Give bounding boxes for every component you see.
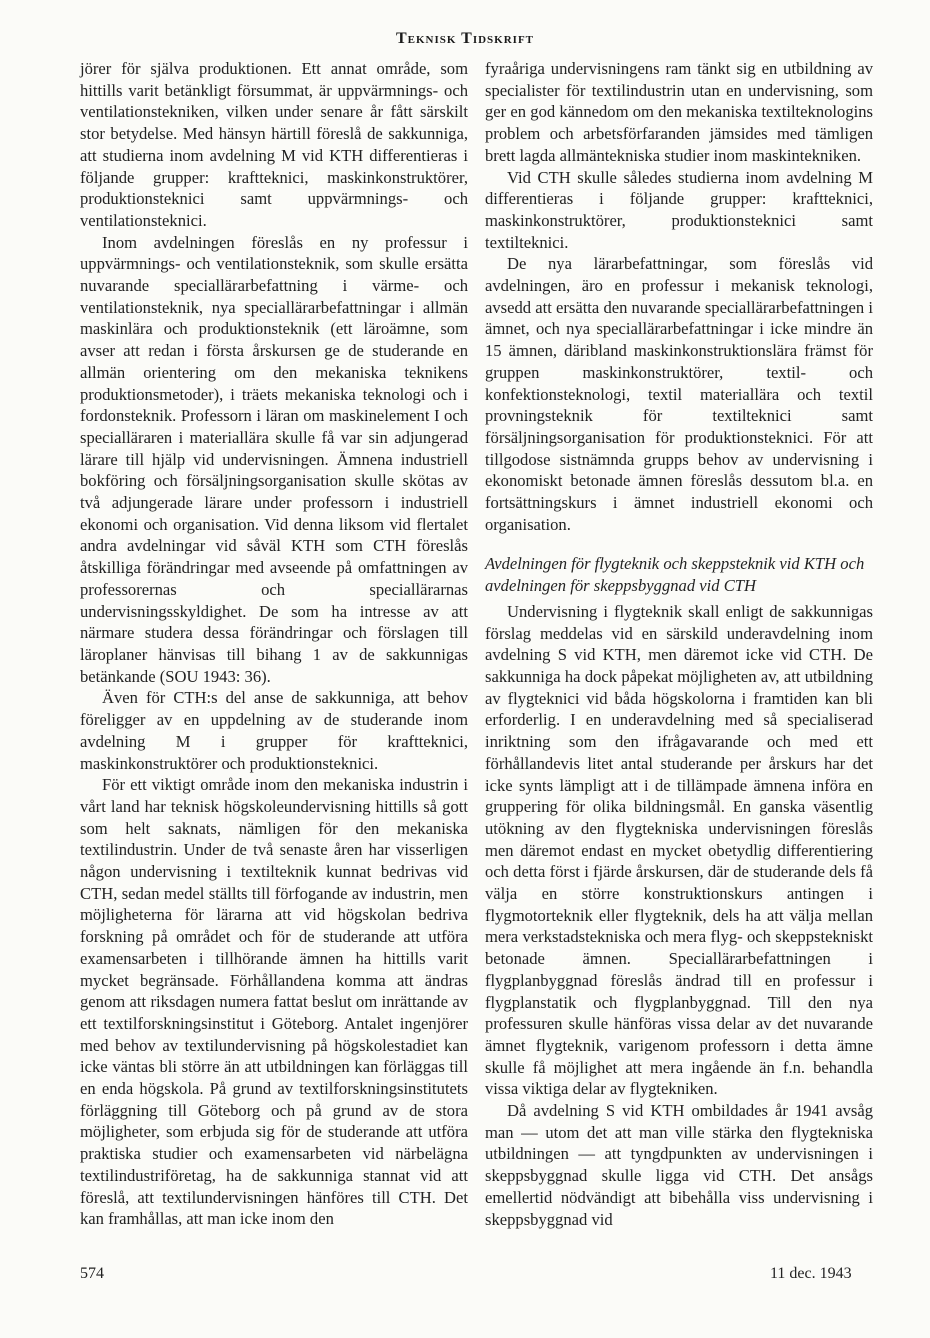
paragraph: Undervisning i flygteknik skall enligt de sakkunnigas förslag meddelas vid en särskild underavdelning inom avdelning S vid KTH, men däremot icke vid CTH. De sakkunniga ha dock påpekat möjligheten av, att utbildning av flygteknici vid båda högskolorna i framtiden kan bli erforderlig. I en underavdelning med så specialiserad inriktning som den ifrågavarande och med ett förhållandevis litet antal studerande per årskurs har det icke synts lämpligt att i de tillämpade ämnena införa en gruppering för olika bildningsmål. En ganska väsentlig utökning av den flygtekniska undervisningen föreslås men däremot endast en mycket obetydlig differentiering och detta först i fjärde årskursen, där de studerande dels få välja en större konstruktionskurs antingen i flygmotorteknik eller flygteknik, dels ha att välja mellan mera verkstadstekniska och mera flyg- och skeppstekniskt betonade ämnen. Speciallärarbefattningen i flygplanbyggnad föreslås ändrad till en professur i flygplanstatik och flygplanbyggnad. Till den nya professuren skulle hänföras vissa delar av det nuvarande ämnet flygteknik, varigenom professorn i detta ämne skulle få möjlighet att mera ingående än f.n. behandla vissa viktiga delar av flygtekniken. — [485, 601, 873, 1099]
paragraph: Då avdelning S vid KTH ombildades år 1941 avsåg man — utom det att man ville stärka den flygtekniska utbildningen — att tyngdpunkten av undervisningen i skeppsbyggnad skulle ligga vid CTH. Det ansågs emellertid nödvändigt att bibehålla viss undervisning i skeppsbyggnad vid — [485, 1101, 873, 1229]
page-number: 574 — [80, 1265, 104, 1282]
paragraph: Även för CTH:s del anse de sakkunniga, att behov föreligger av en uppdelning av de studerande inom avdelning M i grupper för kraftteknici, maskinkonstruktörer och produktionsteknici. — [80, 688, 468, 773]
section-subheading: Avdelningen för flygteknik och skeppsteknik vid KTH och avdelningen för skeppsbyggnad vid CTH — [485, 554, 865, 596]
paragraph: Inom avdelningen föreslås en ny professur i uppvärmnings- och ventilationsteknik, som skulle ersätta nuvarande speciallärarbefattning i värme- och ventilationsteknik, nya speciallärarbefattningar i allmän maskinlära och produktionsteknik (ett läroämne, som avser att redan i första årskursen ge de studerande en allmän orientering om den mekaniska teknikens produktionsmetoder), i träets mekaniska teknologi och i fordonsteknik. Professorn i läran om maskinelement I och specialläraren i materiallära skulle få var sin adjungerad lärare till hjälp vid undervisningen. Ämnena industriell bokföring och försäljningsorganisation skulle skötas av två adjungerade lärare under professorn i industriell ekonomi och organisation. Vid denna liksom vid flertalet andra avdelningar vid såväl KTH som CTH föreslås åtskilliga förändringar med avseende på omfattningen av professorernas och speciallärarnas undervisningsskyldighet. De som ha intresse av att närmare studera dessa förändringar och förslagen till läroplaner hänvisas till bihang 1 av de sakkunnigas betänkande (SOU 1943: 36). — [80, 232, 468, 686]
left-column — [80, 58, 468, 1230]
right-column — [485, 58, 873, 1230]
paragraph: De nya lärarbefattningar, som föreslås vid avdelningen, äro en professur i mekanisk teknologi, avsedd att ersätta den nuvarande speciallärarbefattningen i ämnet, och nya speciallärarbefattningar i icke mindre än 15 ämnen, däribland maskinkonstruktionslära främst för gruppen maskinkonstruktörer, textil- och konfektionsteknologi, textil materiallära och textil provningsteknik för textilteknici samt försäljningsorganisation för produktionsteknici. För att tillgodose sistnämnda grupps behov av undervisning i ekonomiskt betonade ämnen föreslås dessutom bl.a. en fortsättningskurs i ämnet industriell ekonomi och organisation. — [485, 254, 873, 534]
paragraph: fyraåriga undervisningens ram tänkt sig en utbildning av specialister för textilindustrin utan en undervisning, som ger en god kännedom om den mekaniska textilteknologins problem och arbetsförfaranden jämsides med tämligen brett lagda allmäntekniska studier inom maskintekniken. — [485, 59, 873, 165]
paragraph: jörer för själva produktionen. Ett annat område, som hittills varit betänkligt försummat, är uppvärmnings- och ventilationstekniken, vilken under senare år fått särskilt stor betydelse. Med hänsyn härtill föreslå de sakkunniga, att studierna inom avdelning M vid KTH differentieras i följande grupper: kraftteknici, maskinkonstruktörer, produktionsteknici samt uppvärmnings- och ventilationsteknici. — [80, 59, 468, 230]
paragraph: För ett viktigt område inom den mekaniska industrin i vårt land har teknisk högskoleundervisning hittills så gott som helt saknats, nämligen för den mekaniska textilindustrin. Under de två senaste åren har visserligen någon undervisning i textilteknik kunnat bedrivas vid CTH, sedan medel ställts till förfogande av industrin, men möjligheterna för lärarna att vid högskolan bedriva forskning på området och för de studerande att utföra examensarbeten i tillhörande ämnen ha hittills varit mycket begränsade. Förhållandena komma att ändras genom att riksdagen numera fattat beslut om inrättande av ett textilforskningsinstitut i Göteborg. Antalet ingenjörer med behov av textilundervisning på högskolestadiet kan icke väntas bli större än att utbildningen kan förläggas till en enda högskola. På grund av textilforskningsinstitutets förläggning till Göteborg och på grund av de stora möjligheter, som erbjuda sig för de studerande att utföra praktiska studier och examensarbeten vid närbelägna textilindustriföretag, ha de sakkunniga stannat vid att föreslå, att textilundervisningen hänföres till CTH. Det kan framhållas, att man icke inom den — [80, 775, 468, 1229]
issue-date: 11 dec. 1943 — [770, 1265, 852, 1282]
journal-masthead: Teknisk Tidskrift — [395, 30, 535, 47]
paragraph: Vid CTH skulle således studierna inom avdelning M differentieras i följande grupper: kraftteknici, maskinkonstruktörer, produktionsteknici samt textilteknici. — [485, 167, 873, 252]
